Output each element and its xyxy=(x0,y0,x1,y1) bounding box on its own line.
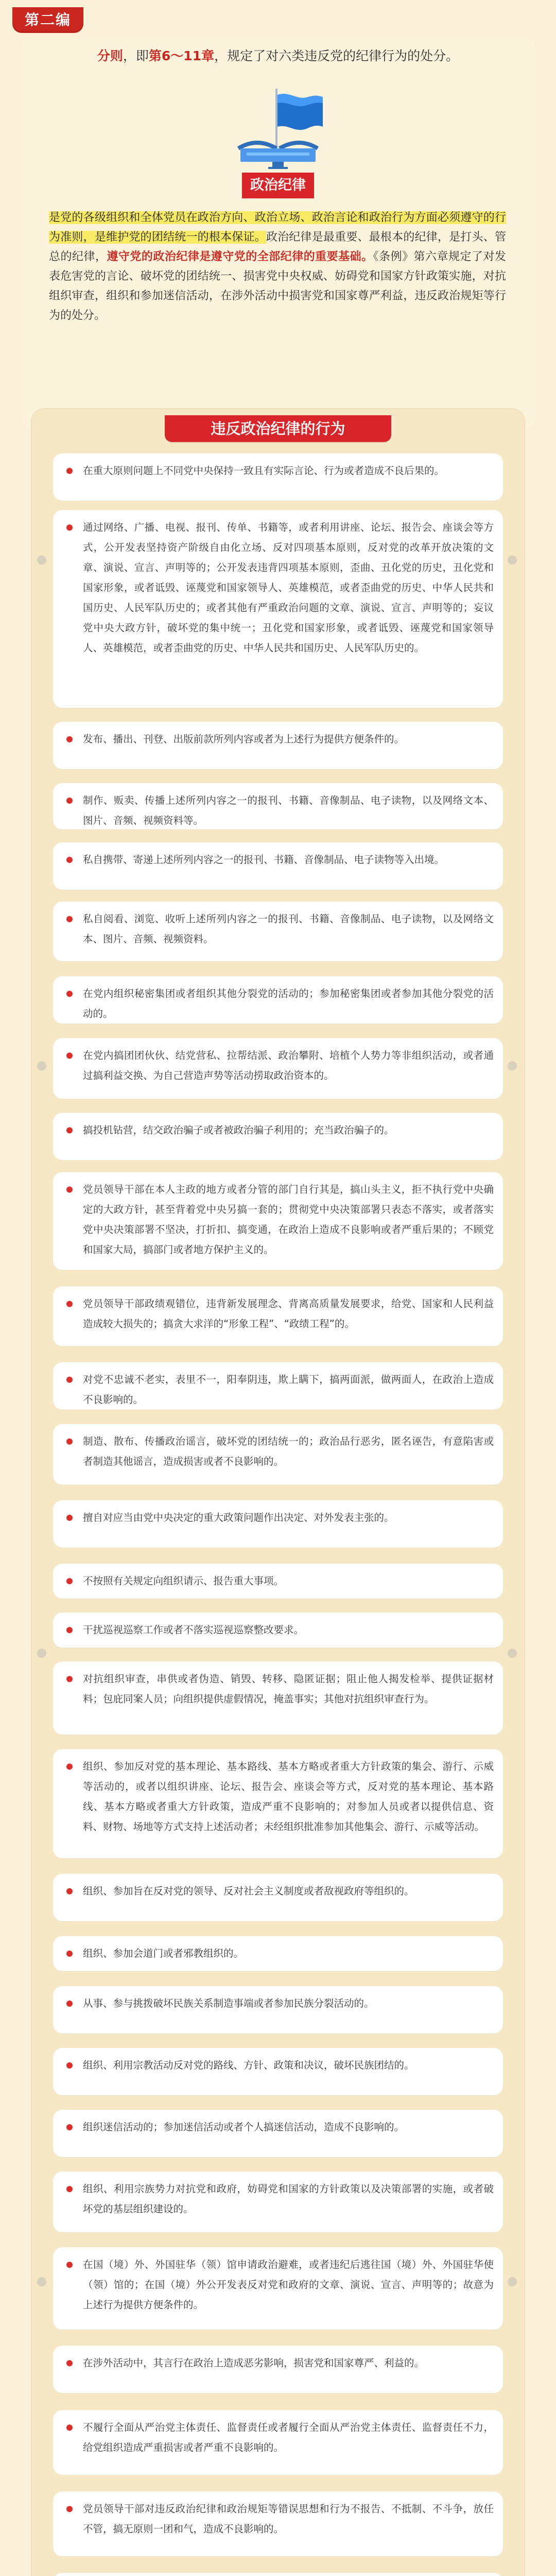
list-item-text: 对抗组织审查，串供或者伪造、销毁、转移、隐匿证据；阻止他人揭发检举、提供证据材料；包庇同案人员；向组织提供虚假情况，掩盖事实；其他对抗组织审查行为。 xyxy=(83,1673,494,1705)
list-item xyxy=(53,2110,503,2157)
list-item xyxy=(53,2172,503,2232)
list-item xyxy=(53,1749,503,1858)
list-item xyxy=(53,1038,503,1099)
list-item-text: 制造、散布、传播政治谣言，破坏党的团结统一的；政治品行恶劣，匿名诬告，有意陷害或者制造其他谣言，造成损害或者不良影响的。 xyxy=(83,1435,494,1467)
list-bullet-icon xyxy=(66,1377,73,1383)
list-bullet-icon xyxy=(66,798,73,804)
list-item xyxy=(53,2247,503,2330)
side-dot-icon xyxy=(508,1061,517,1071)
list-item-text: 在涉外活动中，其言行在政治上造成恶劣影响，损害党和国家尊严、利益的。 xyxy=(83,2357,425,2369)
list-item xyxy=(53,2346,503,2393)
list-item-text: 党员领导干部政绩观错位，违背新发展理念、背离高质量发展要求，给党、国家和人民利益造成较大损失的；搞贪大求洋的“形象工程”、“政绩工程”的。 xyxy=(83,1298,494,1330)
list-item-text: 不履行全面从严治党主体责任、监督责任或者履行全面从严治党主体责任、监督责任不力，给党组织造成严重损害或者严重不良影响的。 xyxy=(83,2421,494,2453)
list-bullet-icon xyxy=(66,1053,73,1059)
violations-title-text: 违反政治纪律的行为 xyxy=(211,420,345,437)
list-bullet-icon xyxy=(66,1438,73,1445)
section-paragraph-main-1: 政治纪律是最重要、最根本的纪律，是打头、管总的纪律， xyxy=(49,231,506,263)
list-item-text: 组织迷信活动的；参加迷信活动或者个人搞迷信活动，造成不良影响的。 xyxy=(83,2121,405,2133)
list-item xyxy=(53,1613,503,1648)
intro-suffix: ，规定了对六类违反党的纪律行为的处分。 xyxy=(214,48,459,63)
list-bullet-icon xyxy=(66,524,73,531)
list-bullet-icon xyxy=(66,1301,73,1307)
list-item-text: 党员领导干部对违反政治纪律和政治规矩等错误思想和行为不报告、不抵制、不斗争，放任不管，搞无原则一团和气，造成不良影响的。 xyxy=(83,2503,494,2535)
side-dot-icon xyxy=(37,2277,46,2286)
list-bullet-icon xyxy=(66,2124,73,2130)
list-bullet-icon xyxy=(66,2186,73,2192)
list-item xyxy=(53,783,503,829)
list-bullet-icon xyxy=(66,1515,73,1521)
list-item-text: 从事、参与挑拨破坏民族关系制造事端或者参加民族分裂活动的。 xyxy=(83,1997,374,2009)
list-bullet-icon xyxy=(66,916,73,922)
section-paragraph-red: 遵守党的政治纪律是遵守党的全部纪律的重要基础。 xyxy=(107,250,373,263)
side-dot-icon xyxy=(508,2277,517,2286)
list-item xyxy=(53,976,503,1024)
list-bullet-icon xyxy=(66,736,73,742)
side-dot-icon xyxy=(37,1061,46,1071)
list-bullet-icon xyxy=(66,1627,73,1633)
list-item xyxy=(53,722,503,769)
list-item xyxy=(53,1424,503,1485)
list-item xyxy=(53,1564,503,1599)
intro-prefix: 分则 xyxy=(97,48,123,63)
list-item-text: 通过网络、广播、电视、报刊、传单、书籍等，或者利用讲座、论坛、报告会、座谈会等方式，公开发表坚持资产阶级自由化立场、反对四项基本原则，反对党的改革开放决策的文章、演说、宣言、声明等的；公开发表违背四项基本原则，歪曲、丑化党的历史，丑化党和国家形象，或者诋毁、诬蔑党和国家领导人、英雄模范，或者歪曲党的历史、中华人民共和国历史、人民军队历史的；或者其他有严重政治问题的文章、演说、宣言、声明等的；妄议党中央大政方针，破坏党的集中统一；丑化党和国家形象，或者诋毁、诬蔑党和国家领导人、英雄模范，或者歪曲党的历史、中华人民共和国历史、人民军队历史的。 xyxy=(83,521,494,654)
list-item-text: 擅自对应当由党中央决定的重大政策问题作出决定、对外发表主张的。 xyxy=(83,1512,394,1523)
list-item-text: 在国（境）外、外国驻华（领）馆申请政治避难，或者违纪后逃往国（境）外、外国驻华使（领）馆的；在国（境）外公开发表反对党和政府的文章、演说、宣言、声明等的；故意为上述行为提供方便条件的。 xyxy=(83,2259,494,2311)
list-item-text: 组织、参加旨在反对党的领导、反对社会主义制度或者敌视政府等组织的。 xyxy=(83,1885,414,1897)
list-item xyxy=(53,842,503,890)
list-item xyxy=(53,1874,503,1921)
list-item xyxy=(53,1172,503,1270)
list-item-text: 党员领导干部在本人主政的地方或者分管的部门自行其是，搞山头主义，拒不执行党中央确定的大政方针，甚至背着党中央另搞一套的；贯彻党中央决策部署只表态不落实，或者落实党中央决策部署不坚决，打折扣、搞变通，在政治上造成不良影响或者严重后果的；不顾党和国家大局，搞部门或者地方保护主义的。 xyxy=(83,1183,494,1256)
side-dot-icon xyxy=(508,1649,517,1658)
list-item xyxy=(53,2410,503,2475)
list-bullet-icon xyxy=(66,2425,73,2431)
section-title-text: 政治纪律 xyxy=(250,177,306,193)
list-bullet-icon xyxy=(66,1764,73,1770)
list-bullet-icon xyxy=(66,1127,73,1133)
list-item-text: 对党不忠诚不老实，表里不一，阳奉阴违，欺上瞒下，搞两面派，做两面人，在政治上造成不良影响的。 xyxy=(83,1374,494,1405)
list-item-text: 组织、利用宗族势力对抗党和政府，妨碍党和国家的方针政策以及决策部署的实施，或者破坏党的基层组织建设的。 xyxy=(83,2183,494,2215)
list-item-text: 组织、参加反对党的基本理论、基本路线、基本方略或者重大方针政策的集会、游行、示威等活动的，或者以组织讲座、论坛、报告会、座谈会等方式，反对党的基本理论、基本路线、基本方略或者重大方针政策，造成严重不良影响的；对参加人员或者以提供信息、资料、财物、场地等方式支持上述活动者；未经组织批准参加其他集会、游行、示威等活动。 xyxy=(83,1760,494,1833)
list-bullet-icon xyxy=(66,2360,73,2366)
list-item xyxy=(53,1362,503,1410)
list-bullet-icon xyxy=(66,2062,73,2069)
list-bullet-icon xyxy=(66,857,73,863)
list-item xyxy=(53,2048,503,2095)
list-bullet-icon xyxy=(66,2506,73,2512)
part-label-text: 第二编 xyxy=(25,11,72,28)
list-bullet-icon xyxy=(66,1578,73,1584)
list-item-text: 在重大原则问题上不同党中央保持一致且有实际言论、行为或者造成不良后果的。 xyxy=(83,465,445,477)
list-bullet-icon xyxy=(66,1888,73,1894)
list-bullet-icon xyxy=(66,1676,73,1682)
list-item xyxy=(53,1986,503,2033)
list-item xyxy=(53,902,503,961)
list-item-text: 组织、利用宗教活动反对党的路线、方针、政策和决议，破坏民族团结的。 xyxy=(83,2059,414,2071)
list-item-text: 私自携带、寄递上述所列内容之一的报刊、书籍、音像制品、电子读物等入出境。 xyxy=(83,854,445,866)
list-item xyxy=(53,453,503,501)
side-dot-icon xyxy=(37,555,46,565)
section-paragraph-main-2: 《条例》第六章规定了对发表危害党的言论、破坏党的团结统一、损害党中央权威、妨碍党和国家方针政策实施，对抗组织审查，组织和参加迷信活动，在涉外活动中损害党和国家尊严利益，违反政治规矩等行为的处分。 xyxy=(49,250,506,322)
list-item-text: 组织、参加会道门或者邪教组织的。 xyxy=(83,1947,244,1959)
side-dot-icon xyxy=(508,555,517,565)
list-bullet-icon xyxy=(66,468,73,474)
list-bullet-icon xyxy=(66,991,73,997)
list-item xyxy=(53,2573,503,2576)
list-item xyxy=(53,1113,503,1160)
list-item xyxy=(53,1286,503,1346)
list-item xyxy=(53,1500,503,1548)
list-item xyxy=(53,1936,503,1971)
list-item-text: 在党内搞团团伙伙、结党营私、拉帮结派、政治攀附、培植个人势力等非组织活动，或者通过搞利益交换、为自己营造声势等活动捞取政治资本的。 xyxy=(83,1049,494,1081)
list-item-text: 搞投机钻营，结交政治骗子或者被政治骗子利用的；充当政治骗子的。 xyxy=(83,1124,394,1136)
section-paragraph-highlight: 是党的各级组织和全体党员在政治方向、政治立场、政治言论和政治行为方面必须遵守的行为准则，是维护党的团结统一的根本保证。 xyxy=(49,211,506,244)
intro-middle: ，即 xyxy=(123,48,149,63)
list-item-text: 在党内组织秘密集团或者组织其他分裂党的活动的；参加秘密集团或者参加其他分裂党的活动的。 xyxy=(83,988,494,1020)
list-bullet-icon xyxy=(66,1951,73,1957)
list-item-text: 制作、贩卖、传播上述所列内容之一的报刊、书籍、音像制品、电子读物，以及网络文本、图片、音频、视频资料等。 xyxy=(83,794,494,826)
side-dot-icon xyxy=(37,1649,46,1658)
list-item-text: 干扰巡视巡察工作或者不落实巡视巡察整改要求。 xyxy=(83,1624,304,1636)
list-item xyxy=(53,1662,503,1735)
list-item-text: 发布、播出、刊登、出版前款所列内容或者为上述行为提供方便条件的。 xyxy=(83,733,405,745)
intro-chapter-range: 第6～11章 xyxy=(148,48,215,63)
list-bullet-icon xyxy=(66,2262,73,2268)
list-item-text: 私自阅看、浏览、收听上述所列内容之一的报刊、书籍、音像制品、电子读物，以及网络文本、图片、音频、视频资料。 xyxy=(83,913,494,945)
list-item-text: 不按照有关规定向组织请示、报告重大事项。 xyxy=(83,1575,284,1587)
list-bullet-icon xyxy=(66,1187,73,1193)
list-bullet-icon xyxy=(66,2001,73,2007)
list-item xyxy=(53,510,503,708)
list-item xyxy=(53,2492,503,2556)
